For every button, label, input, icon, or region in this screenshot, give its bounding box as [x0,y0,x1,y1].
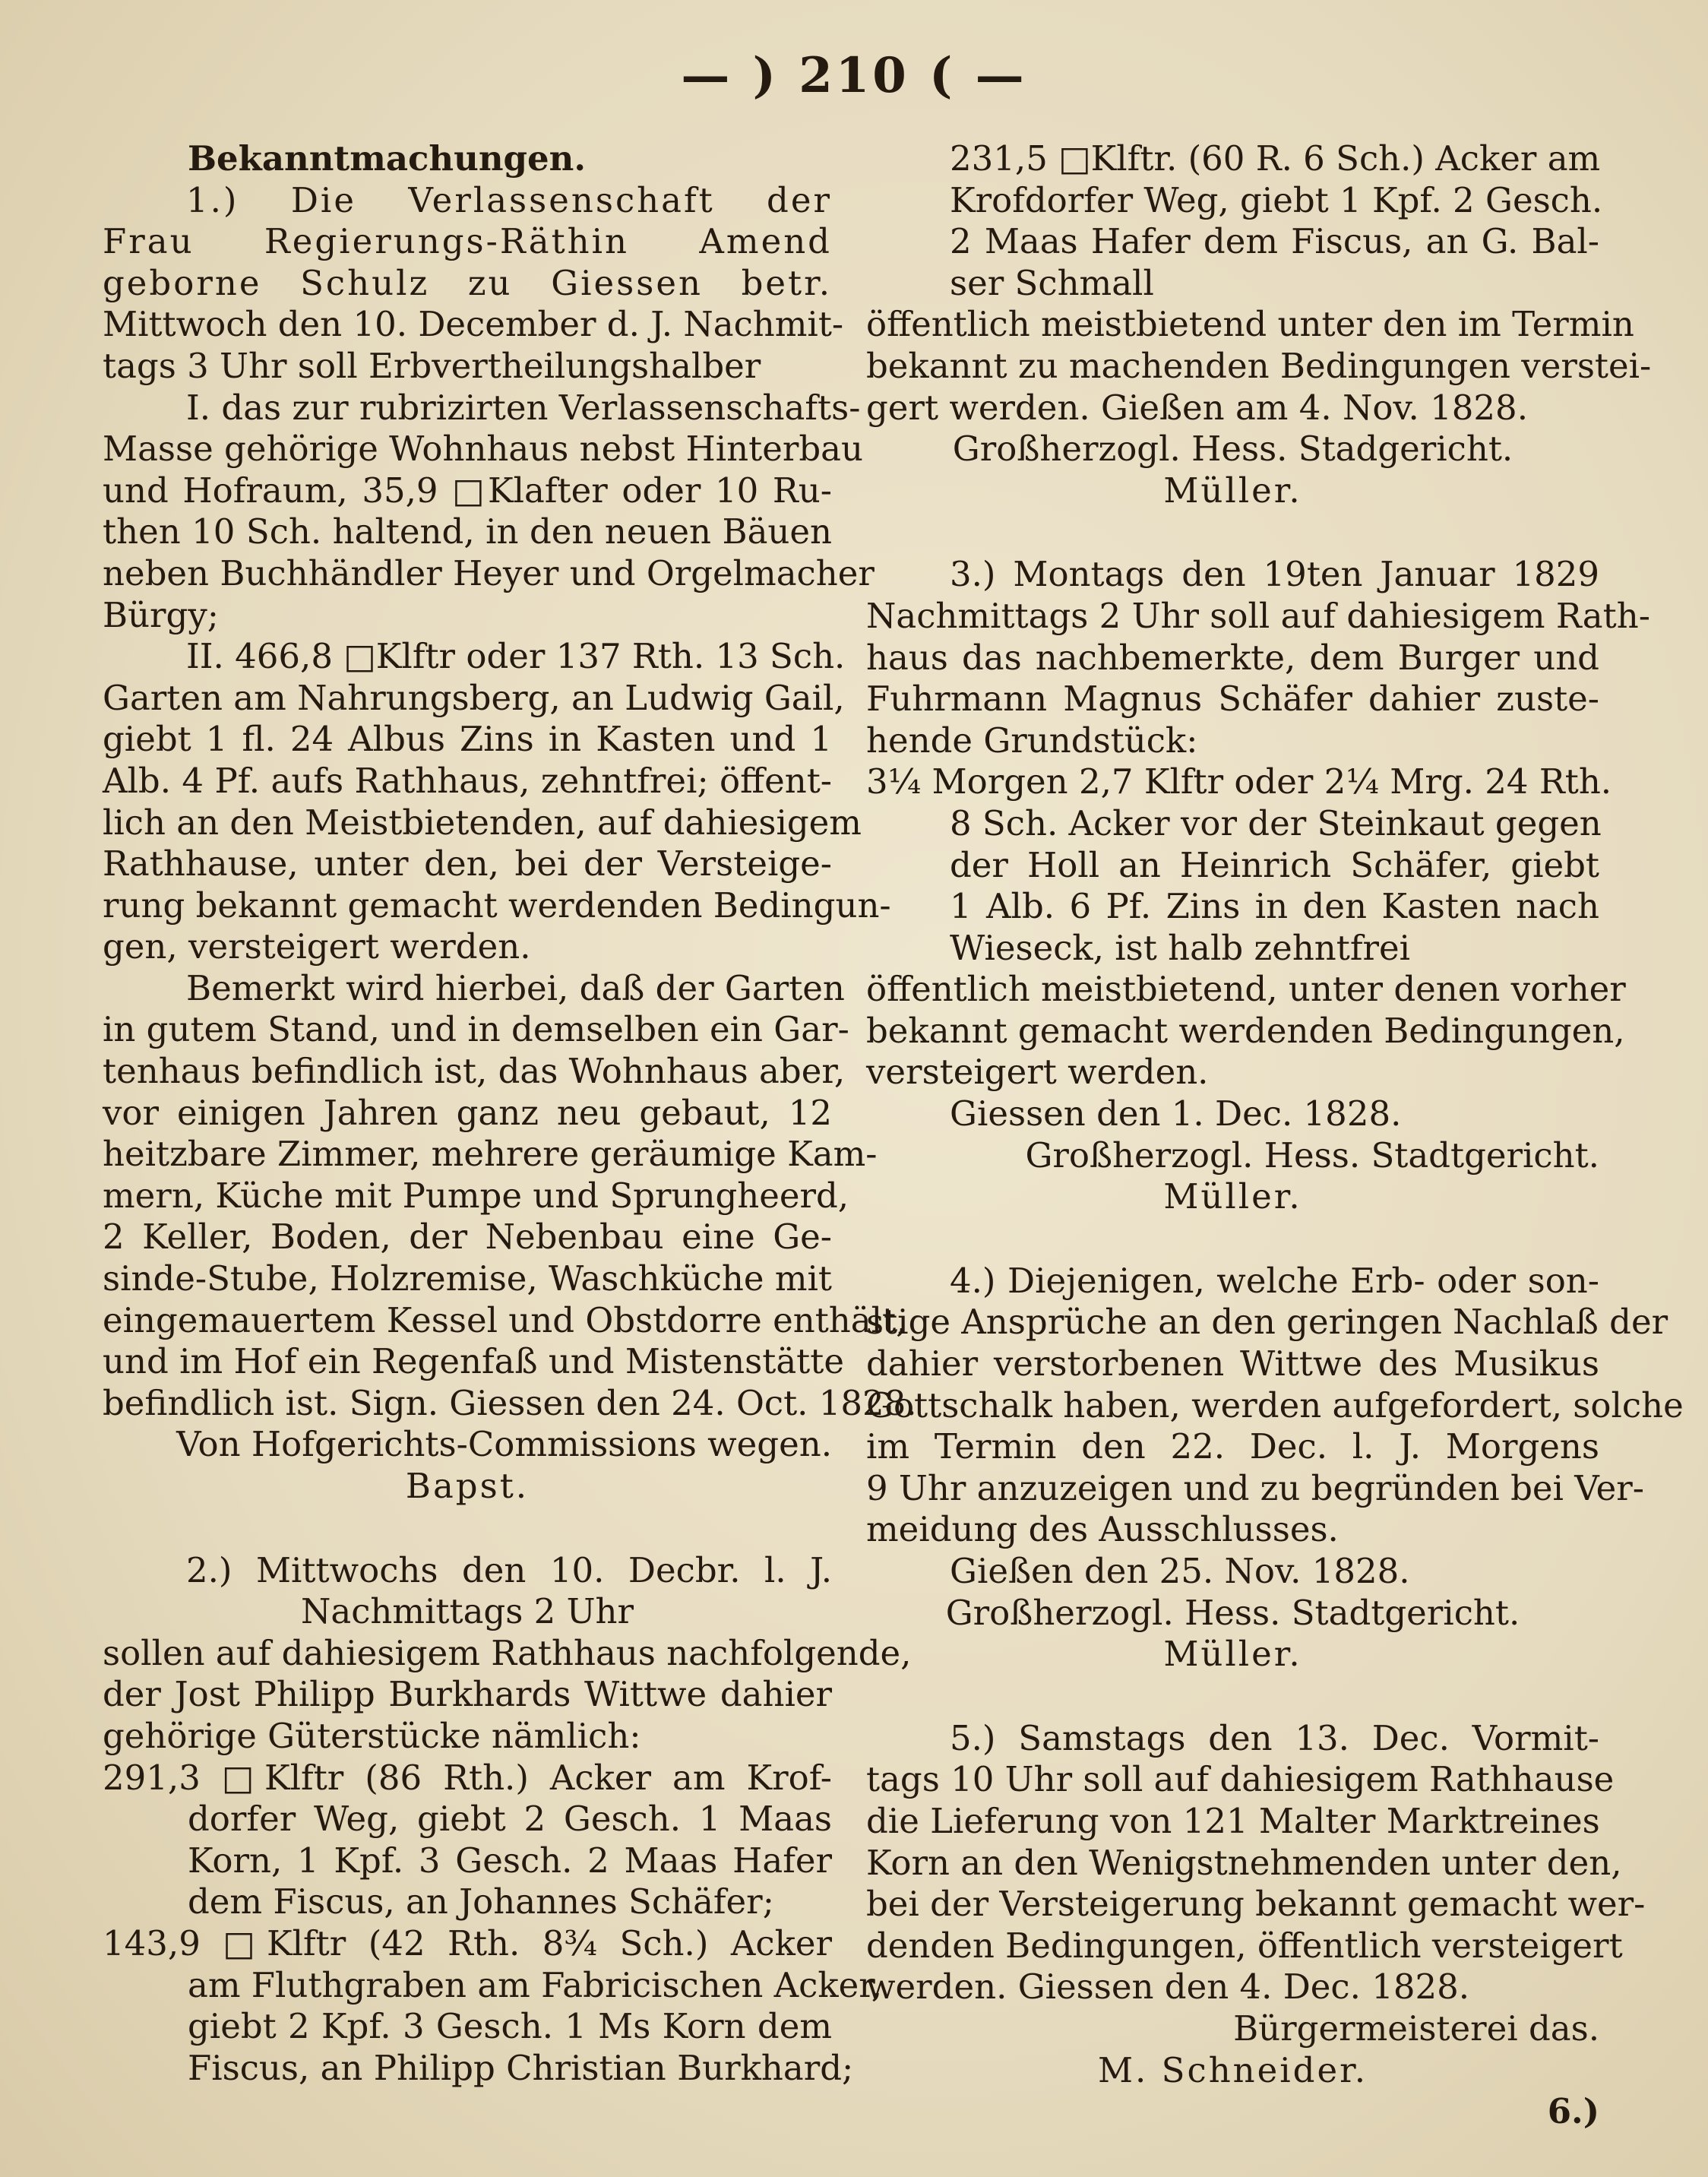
text-line: mern, Küche mit Pumpe und Sprungheerd, [103,1175,849,1216]
text-line: eingemauertem Kessel und Obstdorre enthält, [103,1299,907,1340]
text-line: then 10 Sch. haltend, in den neuen Bäuen [103,511,832,552]
section-gap [866,511,1599,554]
text-line: neben Buchhändler Heyer und Orgelmacher [103,552,875,593]
text-line: Nachmittags 2 Uhr soll auf dahiesigem Rath- [866,595,1650,636]
text-line: tags 10 Uhr soll auf dahiesigem Rathhause [866,1759,1615,1800]
text-line: I. das zur rubrizirten Verlassenschafts- [186,387,861,428]
text-line: Frau Regierungs-Räthin Amend [103,221,832,262]
text-line: bekannt gemacht werdenden Bedingungen, [866,1010,1625,1051]
text-line: 1.) Die Verlassenschaft der [186,179,832,220]
text-line: heitzbare Zimmer, mehrere geräumige Kam- [103,1134,878,1175]
text-line: gert werden. Gießen am 4. Nov. 1828. [866,387,1528,428]
text-line: geborne Schulz zu Giessen betr. [103,262,832,303]
section-gap [103,1508,832,1550]
text-line: Rathhause, unter den, bei der Versteige- [103,843,832,884]
text-line: stige Ansprüche an den geringen Nachlaß der [866,1302,1668,1343]
text-line: Müller. [1163,470,1302,511]
text-line: Gottschalk haben, werden aufgefordert, solche [866,1384,1684,1425]
text-line: 231,5 □Klftr. (60 R. 6 Sch.) Acker am [950,138,1601,179]
page-number: — ) 210 ( — [681,47,1027,104]
text-line: 3¼ Morgen 2,7 Klftr oder 2¼ Mrg. 24 Rth. [866,761,1612,802]
text-line: 9 Uhr anzuzeigen und zu begründen bei Ver- [866,1467,1644,1508]
text-line: Gießen den 25. Nov. 1828. [950,1551,1410,1591]
text-line: II. 466,8 □Klftr oder 137 Rth. 13 Sch. [186,636,846,677]
text-line: öffentlich meistbietend, unter denen vorher [866,969,1626,1010]
text-line: Korn an den Wenigstnehmenden unter den, [866,1842,1622,1883]
text-line: dem Fiscus, an Johannes Schäfer; [188,1881,774,1922]
text-line: Bekanntmachungen. [188,138,587,179]
text-line: öffentlich meistbietend unter den im Termin [866,304,1634,345]
text-line: tenhaus befindlich ist, das Wohnhaus aber, [103,1051,846,1092]
text-line: haus das nachbemerkte, dem Burger und [866,637,1599,678]
text-line: Krofdorfer Weg, giebt 1 Kpf. 2 Gesch. [950,179,1603,220]
text-line: ser Schmall [950,262,1154,303]
text-line: Bürgermeisterei das. [1233,2008,1599,2049]
text-line: 1 Alb. 6 Pf. Zins in den Kasten nach [950,886,1599,927]
text-line: denden Bedingungen, öffentlich versteigert [866,1925,1623,1966]
text-line: Alb. 4 Pf. aufs Rathhaus, zehntfrei; öffent- [103,760,832,801]
text-line: Korn, 1 Kpf. 3 Gesch. 2 Maas Hafer [188,1840,832,1881]
text-line: Wieseck, ist halb zehntfrei [950,927,1411,968]
text-line: 8 Sch. Acker vor der Steinkaut gegen [950,802,1602,843]
text-line: gehörige Güterstücke nämlich: [103,1715,641,1756]
text-line: sinde-Stube, Holzremise, Waschküche mit [103,1258,832,1299]
section-gap [866,1218,1599,1261]
right-column [866,138,1684,2133]
text-line: 2 Keller, Boden, der Nebenbau eine Ge- [103,1217,832,1258]
text-line: tags 3 Uhr soll Erbvertheilungshalber [103,345,761,386]
text-line: Großherzogl. Hess. Stadgericht. [952,429,1513,470]
section-gap [866,1675,1599,1718]
text-line: und im Hof ein Regenfaß und Mistenstätte [103,1341,844,1382]
text-line: Müller. [1163,1634,1302,1675]
text-line: Giessen den 1. Dec. 1828. [950,1093,1402,1134]
text-line: dorfer Weg, giebt 2 Gesch. 1 Maas [188,1799,832,1840]
text-line: 143,9 □Klftr (42 Rth. 8¾ Sch.) Acker [103,1922,832,1963]
text-line: sollen auf dahiesigem Rathhaus nachfolgende, [103,1632,912,1673]
text-line: 2.) Mittwochs den 10. Decbr. l. J. [186,1549,832,1590]
text-line: und Hofraum, 35,9 □Klafter oder 10 Ru- [103,470,832,511]
text-line: Bemerkt wird hierbei, daß der Garten [186,967,845,1008]
text-line: hende Grundstück: [866,720,1198,761]
text-line: die Lieferung von 121 Malter Marktreines [866,1800,1600,1841]
text-line: dahier verstorbenen Wittwe des Musikus [866,1343,1599,1384]
text-line: am Fluthgraben am Fabricischen Acker, [188,1964,883,2005]
text-line: vor einigen Jahren ganz neu gebaut, 12 [103,1092,832,1133]
text-line: 4.) Diejenigen, welche Erb- oder son- [950,1260,1599,1301]
text-line: 3.) Montags den 19ten Januar 1829 [950,554,1599,595]
text-line: 6.) [1547,2091,1599,2132]
text-line: der Jost Philipp Burkhards Wittwe dahier [103,1674,832,1715]
text-line: Fiscus, an Philipp Christian Burkhard; [188,2047,854,2088]
text-line: Müller. [1163,1176,1302,1217]
text-line: Mittwoch den 10. December d. J. Nachmit- [103,304,844,345]
text-line: Großherzogl. Hess. Stadtgericht. [1025,1134,1599,1176]
text-line: werden. Giessen den 4. Dec. 1828. [866,1967,1470,2008]
text-line: Masse gehörige Wohnhaus nebst Hinterbau [103,429,863,470]
text-line: 291,3 □Klftr (86 Rth.) Acker am Krof- [103,1757,832,1798]
text-line: Von Hofgerichts-Commissions wegen. [176,1424,832,1465]
text-line: versteigert werden. [866,1052,1209,1093]
text-line: 2 Maas Hafer dem Fiscus, an G. Bal- [950,221,1599,262]
text-line: rung bekannt gemacht werdenden Bedingun- [103,884,891,926]
text-line: der Holl an Heinrich Schäfer, giebt [950,844,1599,885]
text-line: lich an den Meistbietenden, auf dahiesigem [103,802,862,843]
text-line: gen, versteigert werden. [103,926,531,967]
text-line: bei der Versteigerung bekannt gemacht wer- [866,1884,1646,1925]
text-line: in gutem Stand, und in demselben ein Gar- [103,1009,849,1050]
text-line: Bürgy; [103,594,219,635]
text-line: bekannt zu machenden Bedingungen verstei- [866,345,1652,386]
text-line: befindlich ist. Sign. Giessen den 24. Oct. 1828. [103,1382,917,1423]
text-line: giebt 2 Kpf. 3 Gesch. 1 Ms Korn dem [188,2006,832,2047]
text-line: giebt 1 fl. 24 Albus Zins in Kasten und 1 [103,719,832,760]
text-line: im Termin den 22. Dec. l. J. Morgens [866,1426,1599,1467]
text-line: Nachmittags 2 Uhr [300,1591,634,1632]
text-line: Garten am Nahrungsberg, an Ludwig Gail, [103,677,845,718]
text-line: Großherzogl. Hess. Stadtgericht. [945,1592,1520,1633]
text-line: M. Schneider. [1097,2049,1368,2090]
text-line: 5.) Samstags den 13. Dec. Vormit- [950,1717,1599,1758]
left-column [103,138,917,2089]
text-line: Bapst. [405,1466,530,1506]
text-line: meidung des Ausschlusses. [866,1509,1339,1550]
text-line: Fuhrmann Magnus Schäfer dahier zuste- [866,679,1599,720]
